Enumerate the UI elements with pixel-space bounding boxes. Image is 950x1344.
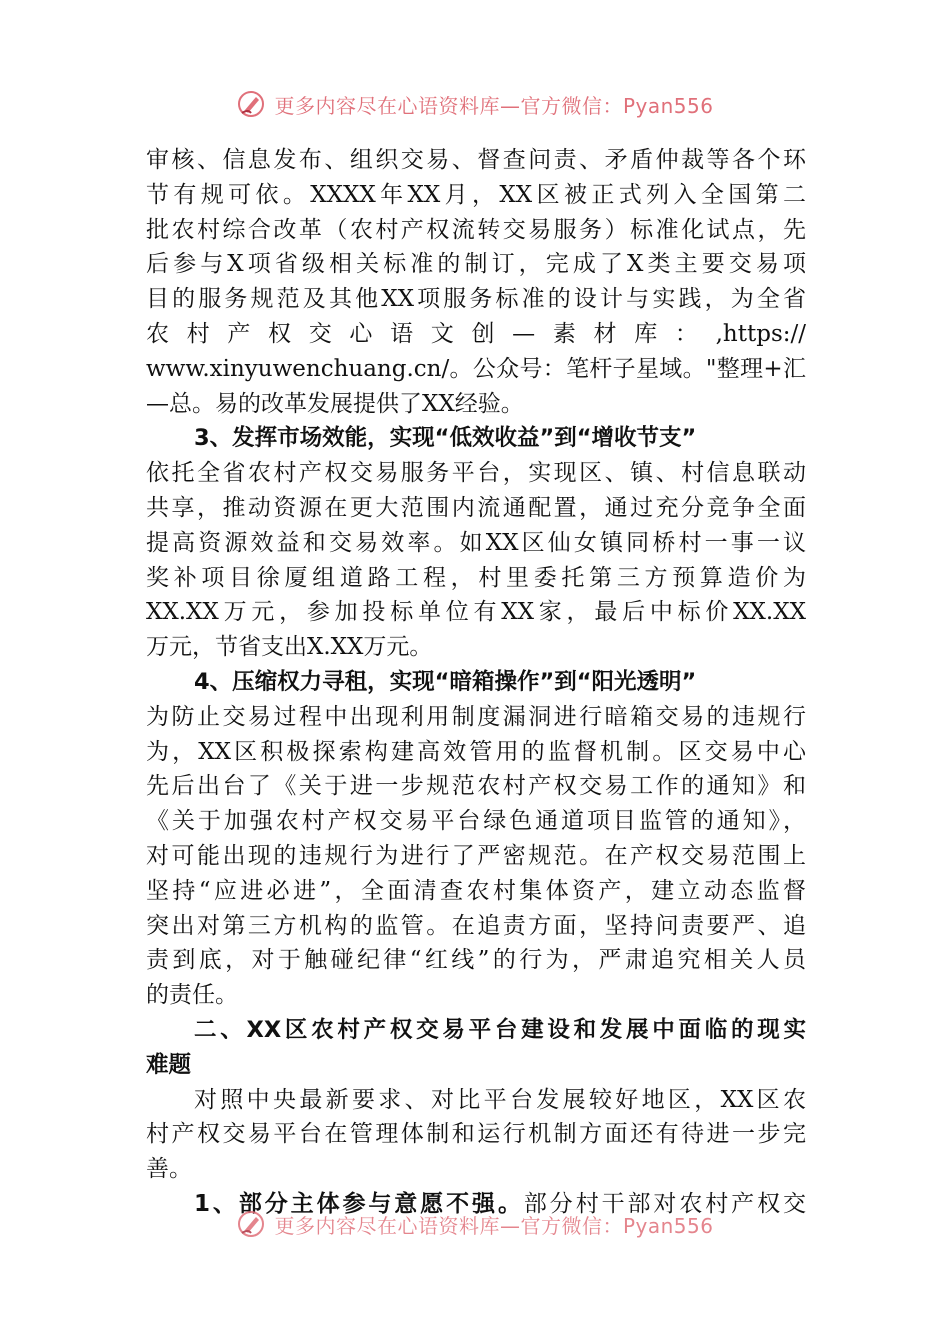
text-line: 奖补项目徐厦组道路工程，村里委托第三方预算造价为 [146,564,806,591]
text-line: 《关于加强农村产权交易平台绿色通道项目监管的通知》， [146,808,806,835]
text-line: 目的服务规范及其他XX项服务标准的设计与实践，为全省 [146,286,806,313]
text-line: 提高资源效益和交易效率。如XX区仙女镇同桥村一事一议 [146,529,806,556]
watermark-text: 更多内容尽在心语资料库—官方微信：Pyan556 [274,93,714,118]
text-line: 善。 [146,1156,192,1183]
text-line: 依托全省农村产权交易服务平台，实现区、镇、村信息联动 [146,460,806,487]
text-line: 批农村综合改革（农村产权流转交易服务）标准化试点，先 [146,216,806,243]
text-line: 共享，推动资源在更大范围内流通配置，通过充分竞争全面 [146,494,806,521]
watermark-footer [0,1204,950,1244]
text-line: www.xinyuwenchuang.cn/。公众号：笔杆子星域。"整理+汇 [146,355,806,382]
watermark-text: 更多内容尽在心语资料库—官方微信：Pyan556 [274,1213,714,1238]
section-heading-3: 3、发挥市场效能，实现“低效收益”到“增收节支” [194,425,697,452]
text-line: 对可能出现的违规行为进行了严密规范。在产权交易范围上 [146,842,806,869]
document-body [146,143,806,1222]
chapter-heading-2-cont: 难题 [146,1051,192,1078]
section-heading-4: 4、压缩权力寻租，实现“暗箱操作”到“阳光透明” [194,668,697,695]
text-line: —总。易的改革发展提供了XX经验。 [146,390,524,417]
text-line: 的责任。 [146,982,238,1009]
text-line: 万元，节省支出X.XX万元。 [146,634,433,661]
text-line: 坚持“应进必进”，全面清查农村集体资产，建立动态监督 [146,877,806,904]
text-line: 为，XX区积极探索构建高效管用的监督机制。区交易中心 [146,738,806,765]
text-run: 部分村干部对农村产权交 [523,1190,806,1217]
text-line: 先后出台了《关于进一步规范农村产权交易工作的通知》和 [146,773,806,800]
pen-logo-icon [236,89,266,119]
subheading-1: 1、部分主体参与意愿不强。 [194,1190,524,1217]
pen-logo-icon [236,1209,266,1239]
text-line: 村产权交易平台在管理体制和运行机制方面还有待进一步完 [146,1121,806,1148]
text-line: 为防止交易过程中出现利用制度漏洞进行暗箱交易的违规行 [146,703,806,730]
text-line: 农村产权交心语文创—素材库：,https:// [146,320,806,347]
text-line: 后参与X项省级相关标准的制订，完成了X类主要交易项 [146,251,806,278]
chapter-heading-2: 二、XX区农村产权交易平台建设和发展中面临的现实 [194,1016,806,1043]
text-line: 审核、信息发布、组织交易、督查问责、矛盾仲裁等各个环 [146,147,806,173]
text-line: 突出对第三方机构的监管。在追责方面，坚持问责要严、追 [146,912,806,939]
text-line: XX.XX万元，参加投标单位有XX家，最后中标价XX.XX [146,599,806,626]
text-line: 责到底，对于触碰纪律“红线”的行为，严肃追究相关人员 [146,947,806,974]
watermark-header [0,84,950,124]
text-line: 节有规可依。XXXX年XX月，XX区被正式列入全国第二 [146,181,806,208]
text-line: 对照中央最新要求、对比平台发展较好地区，XX区农 [194,1086,806,1113]
